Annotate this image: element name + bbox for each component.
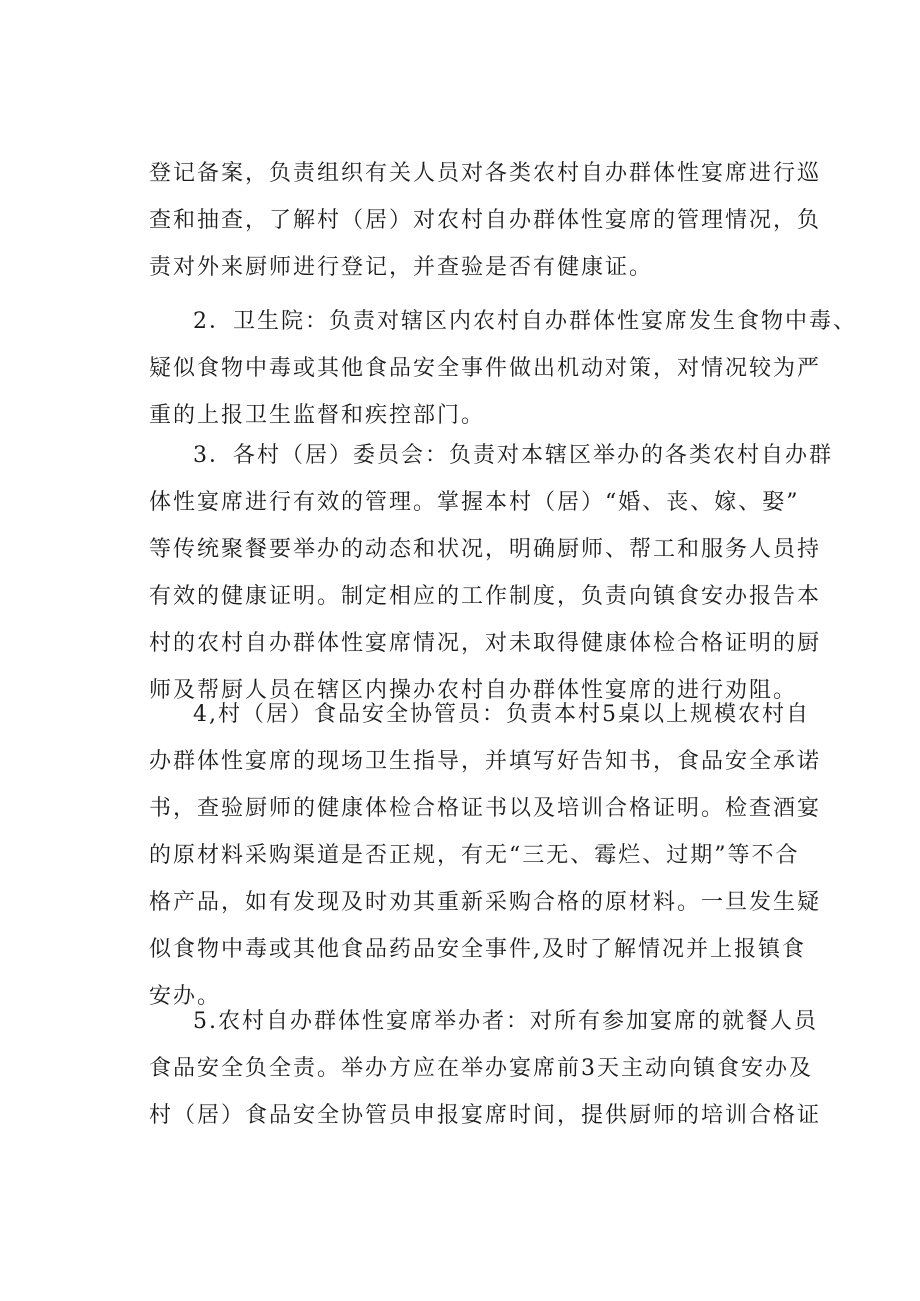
paragraph-line: 书，查验厨师的健康体检合格证书以及培训合格证明。检查酒宴	[149, 796, 822, 821]
paragraph-line: 疑似食物中毒或其他食品安全事件做出机动对策，对情况较为严	[149, 356, 822, 381]
paragraph-banquet-organizer	[149, 998, 822, 1139]
paragraph-line: 食品安全负全责。举办方应在举办宴席前3天主动向镇食安办及	[149, 1056, 813, 1081]
paragraph-line: 村的农村自办群体性宴席情况，对未取得健康体检合格证明的厨	[149, 631, 822, 656]
paragraph-line: 村（居）食品安全协管员申报宴席时间，提供厨师的培训合格证	[149, 1103, 822, 1128]
paragraph-line: 4,村（居）食品安全协管员：负责本村5桌以上规模农村自	[193, 702, 810, 727]
paragraph-line: 的原材料采购渠道是否正规，有无“三无、霉烂、过期”等不合	[149, 843, 800, 868]
paragraph-line: 似食物中毒或其他食品药品安全事件,及时了解情况并上报镇食	[149, 937, 806, 962]
paragraph-village-committee	[149, 432, 833, 714]
paragraph-line: 登记备案，负责组织有关人员对各类农村自办群体性宴席进行巡	[149, 161, 822, 186]
paragraph-line: 3．各村（居）委员会：负责对本辖区举办的各类农村自办群	[193, 443, 833, 468]
paragraph-line: 办群体性宴席的现场卫生指导，并填写好告知书，食品安全承诺	[149, 749, 822, 774]
paragraph-line: 5.农村自办群体性宴席举办者：对所有参加宴席的就餐人员	[193, 1009, 818, 1034]
paragraph-line: 等传统聚餐要举办的动态和状况，明确厨师、帮工和服务人员持	[149, 537, 822, 562]
paragraph-safety-coordinator	[149, 691, 822, 1020]
paragraph-line: 2．卫生院：负责对辖区内农村自办群体性宴席发生食物中毒、	[193, 309, 857, 334]
paragraph-line: 师及帮厨人员在辖区内操办农村自办群体性宴席的进行劝阻。	[149, 678, 798, 703]
paragraph-line: 格产品，如有发现及时劝其重新采购合格的原材料。一旦发生疑	[149, 890, 822, 915]
paragraph-line: 重的上报卫生监督和疾控部门。	[149, 403, 486, 428]
paragraph-health-center	[149, 298, 857, 439]
paragraph-line: 责对外来厨师进行登记，并查验是否有健康证。	[149, 255, 654, 280]
paragraph-line: 体性宴席进行有效的管理。掌握本村（居）“婚、丧、嫁、娶”	[149, 490, 800, 515]
paragraph-continuation	[149, 150, 822, 291]
paragraph-line: 查和抽查，了解村（居）对农村自办群体性宴席的管理情况，负	[149, 208, 822, 233]
paragraph-line: 有效的健康证明。制定相应的工作制度，负责向镇食安办报告本	[149, 584, 822, 609]
paragraph-line: 安办。	[149, 984, 222, 1009]
